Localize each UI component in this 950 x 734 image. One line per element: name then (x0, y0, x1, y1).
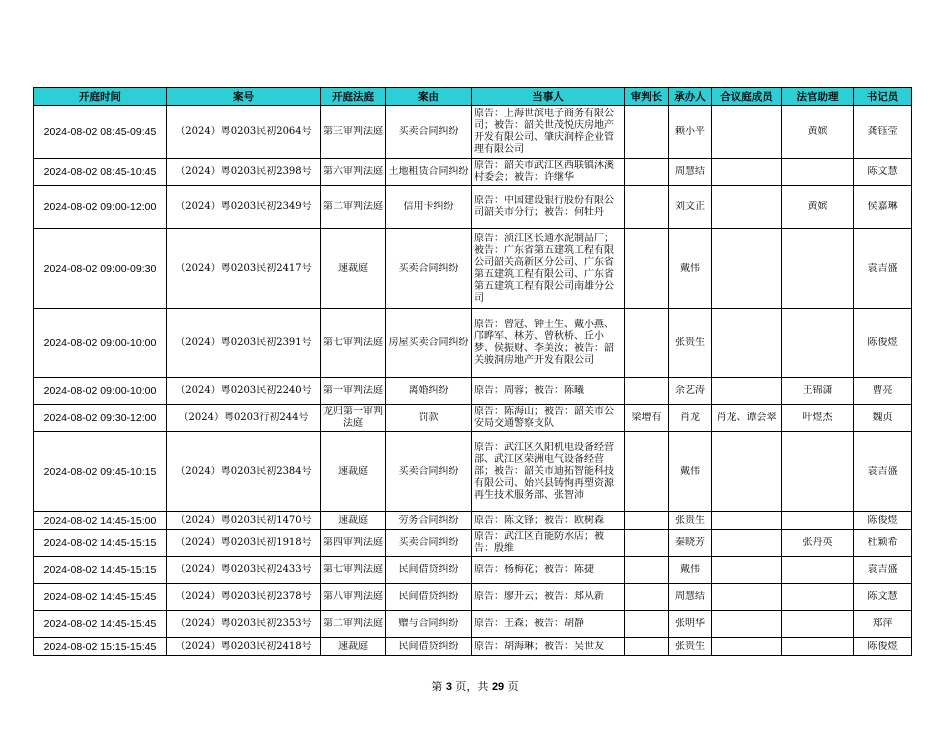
cell-handler (669, 557, 712, 584)
header-presiding-judge: 审判长 (625, 88, 669, 106)
case-number-text: （2024）粤0203民初2398号 (175, 166, 312, 177)
time-text: 2024-08-02 09:00-10:00 (43, 337, 157, 349)
table-row (34, 405, 912, 432)
handler-text: 秦晓芳 (675, 537, 705, 548)
time-text: 2024-08-02 09:00-10:00 (43, 385, 157, 397)
cell-judge-assistant (782, 309, 854, 378)
cell-parties (472, 611, 625, 638)
case-number-text: （2024）粤0203民初1918号 (175, 537, 312, 548)
cell-parties (472, 159, 625, 186)
court-text: 速裁庭 (338, 465, 368, 477)
table-row (34, 512, 912, 530)
cause-text: 民间借贷纠纷 (398, 564, 459, 575)
cell-case-number (167, 557, 321, 584)
header-panel-members: 合议庭成员 (712, 88, 782, 106)
cell-judge-assistant (782, 611, 854, 638)
cell-judge-assistant (782, 159, 854, 186)
cell-court (321, 405, 386, 432)
cause-text: 买卖合同纠纷 (398, 126, 459, 137)
handler-text: 刘文正 (675, 201, 705, 212)
cell-clerk (854, 611, 912, 638)
clerk-text: 曹亮 (872, 385, 893, 396)
table-row (34, 432, 912, 512)
header-row (34, 88, 912, 106)
cell-court (321, 584, 386, 611)
case-number-text: （2024）粤0203行初244号 (178, 412, 309, 423)
header-judge-assistant: 法官助理 (782, 88, 854, 106)
cause-text: 土地租赁合同纠纷 (388, 166, 469, 177)
clerk-text: 郑萍 (872, 618, 893, 629)
time-text: 2024-08-02 14:45-15:00 (43, 514, 157, 527)
court-text: 速裁庭 (338, 262, 368, 274)
cell-court (321, 611, 386, 638)
cell-time (34, 309, 167, 378)
cell-cause (386, 557, 472, 584)
cell-presiding-judge (625, 159, 669, 186)
court-text: 速裁庭 (338, 514, 368, 526)
judge-assistant-text: 黄嫔 (807, 126, 828, 137)
cell-court (321, 229, 386, 309)
cause-text: 罚款 (418, 412, 439, 423)
cell-presiding-judge (625, 309, 669, 378)
parties-text: 原告：周蓉；被告：陈曦 (474, 385, 584, 396)
clerk-text: 侯嘉琳 (867, 201, 898, 212)
parties-text: 原告：胡海琳；被告：吴世友 (474, 640, 604, 652)
parties-text: 原告：杨梅花；被告：陈捷 (474, 564, 594, 575)
time-text: 2024-08-02 08:45-10:45 (43, 166, 157, 178)
cell-court (321, 159, 386, 186)
cell-parties (472, 584, 625, 611)
case-number-text: （2024）粤0203民初2240号 (175, 385, 312, 396)
cell-cause (386, 159, 472, 186)
cell-clerk (854, 159, 912, 186)
table-row (34, 638, 912, 656)
cell-case-number (167, 229, 321, 309)
case-number-text: （2024）粤0203民初2433号 (175, 564, 312, 575)
cell-judge-assistant (782, 405, 854, 432)
cell-clerk (854, 432, 912, 512)
cell-clerk (854, 638, 912, 656)
clerk-text: 陈俊煜 (867, 640, 898, 652)
parties-text: 原告：廖开云；被告：郑从新 (474, 591, 604, 602)
table-row (34, 530, 912, 557)
handler-text: 戴伟 (680, 465, 700, 477)
cause-text: 买卖合同纠纷 (398, 537, 459, 548)
cell-clerk (854, 378, 912, 405)
cause-text: 买卖合同纠纷 (398, 262, 459, 274)
cell-case-number (167, 530, 321, 557)
cell-presiding-judge (625, 432, 669, 512)
handler-text: 余艺涛 (675, 385, 705, 396)
cell-judge-assistant (782, 584, 854, 611)
header-time: 开庭时间 (34, 88, 167, 106)
clerk-text: 陈俊煜 (867, 337, 898, 348)
cell-judge-assistant (782, 638, 854, 656)
case-number-text: （2024）粤0203民初2353号 (175, 618, 312, 629)
table-row (34, 106, 912, 159)
time-text: 2024-08-02 14:45-15:45 (43, 591, 157, 603)
cell-handler (669, 638, 712, 656)
judge-assistant-text: 叶煜杰 (802, 412, 833, 423)
time-text: 2024-08-02 14:45-15:45 (43, 618, 157, 630)
court-text: 第四审判法庭 (323, 537, 383, 548)
cell-parties (472, 106, 625, 159)
cell-cause (386, 584, 472, 611)
panel-members-text: 肖龙、谭会翠 (716, 412, 777, 423)
cell-clerk (854, 584, 912, 611)
cell-court (321, 378, 386, 405)
case-number-text: （2024）粤0203民初1470号 (175, 514, 312, 526)
cell-case-number (167, 584, 321, 611)
cell-panel-members (712, 159, 782, 186)
parties-text: 原告：曾冠、钟土生、戴小燕、邝晔军、林芳、曾秋桥、丘小梦、侯振财、李美汝；被告：韶关骏洞房地产开发有限公司 (474, 319, 614, 366)
parties-text: 原告：浈江区长通水泥制品厂；被告：广东省第五建筑工程有限公司韶关高新区分公司、广东省第五建筑工程有限公司、广东省第五建筑工程有限公司南雄分公司 (474, 232, 614, 304)
cell-parties (472, 512, 625, 530)
cell-time (34, 378, 167, 405)
time-text: 2024-08-02 09:00-12:00 (43, 201, 157, 213)
cell-presiding-judge (625, 186, 669, 229)
cell-case-number (167, 611, 321, 638)
case-number-text: （2024）粤0203民初2418号 (175, 640, 312, 652)
cell-handler (669, 432, 712, 512)
cell-time (34, 405, 167, 432)
cell-handler (669, 229, 712, 309)
cell-handler (669, 106, 712, 159)
judge-assistant-text: 王锦潇 (802, 385, 833, 396)
header-court: 开庭法庭 (321, 88, 386, 106)
time-text: 2024-08-02 09:30-12:00 (43, 412, 157, 424)
cause-text: 赠与合同纠纷 (398, 618, 459, 629)
clerk-text: 陈文慧 (867, 591, 898, 602)
table-row (34, 159, 912, 186)
cell-panel-members (712, 106, 782, 159)
time-text: 2024-08-02 09:45-10:15 (43, 465, 157, 478)
cell-parties (472, 638, 625, 656)
cell-case-number (167, 159, 321, 186)
cell-judge-assistant (782, 186, 854, 229)
cell-case-number (167, 405, 321, 432)
cell-judge-assistant (782, 432, 854, 512)
cell-clerk (854, 405, 912, 432)
cell-handler (669, 309, 712, 378)
cell-court (321, 186, 386, 229)
page-number: 3 (445, 681, 452, 693)
cell-clerk (854, 229, 912, 309)
cell-case-number (167, 309, 321, 378)
case-number-text: （2024）粤0203民初2349号 (175, 201, 312, 212)
cell-parties (472, 530, 625, 557)
handler-text: 周慧结 (675, 591, 705, 602)
cell-parties (472, 405, 625, 432)
cell-case-number (167, 186, 321, 229)
handler-text: 周慧结 (675, 166, 705, 177)
case-number-text: （2024）粤0203民初2064号 (175, 126, 312, 137)
clerk-text: 袁吉盛 (867, 465, 898, 477)
cell-panel-members (712, 557, 782, 584)
cell-cause (386, 530, 472, 557)
cell-handler (669, 512, 712, 530)
clerk-text: 袁吉盛 (867, 262, 898, 274)
cell-panel-members (712, 638, 782, 656)
cell-case-number (167, 378, 321, 405)
time-text: 2024-08-02 14:45-15:15 (43, 564, 157, 576)
table-row (34, 557, 912, 584)
cell-time (34, 584, 167, 611)
cell-handler (669, 530, 712, 557)
cell-presiding-judge (625, 638, 669, 656)
court-text: 第八审判法庭 (323, 591, 383, 602)
table-row (34, 378, 912, 405)
cell-parties (472, 432, 625, 512)
cell-presiding-judge (625, 229, 669, 309)
cell-clerk (854, 309, 912, 378)
case-number-text: （2024）粤0203民初2378号 (175, 591, 312, 602)
cell-cause (386, 405, 472, 432)
handler-text: 张贵生 (675, 337, 705, 348)
page-total: 29 (491, 681, 505, 693)
parties-text: 原告：韶关市武江区西联镇沐溪村委会；被告：许继华 (474, 160, 614, 183)
table-row (34, 611, 912, 638)
header-parties: 当事人 (472, 88, 625, 106)
table-row (34, 584, 912, 611)
cell-panel-members (712, 186, 782, 229)
judge-assistant-text: 张丹英 (802, 537, 833, 548)
header-handler: 承办人 (669, 88, 712, 106)
cell-presiding-judge (625, 530, 669, 557)
case-number-text: （2024）粤0203民初2417号 (175, 262, 312, 274)
clerk-text: 魏贞 (872, 412, 893, 423)
cause-text: 买卖合同纠纷 (398, 465, 459, 477)
table-row (34, 309, 912, 378)
cell-cause (386, 309, 472, 378)
cell-time (34, 106, 167, 159)
cause-text: 信用卡纠纷 (403, 201, 454, 212)
court-text: 第七审判法庭 (323, 337, 383, 348)
cell-clerk (854, 106, 912, 159)
handler-text: 戴伟 (680, 262, 700, 274)
court-text: 第七审判法庭 (323, 564, 383, 575)
time-text: 2024-08-02 09:00-09:30 (43, 262, 157, 275)
cell-cause (386, 512, 472, 530)
cell-panel-members (712, 584, 782, 611)
parties-text: 原告：中国建设银行股份有限公司韶关市分行；被告：何牡丹 (474, 195, 614, 218)
court-text: 第二审判法庭 (323, 618, 383, 629)
court-text: 龙归第一审判法庭 (323, 406, 383, 429)
presiding-judge-text: 梁增有 (631, 412, 662, 423)
cell-cause (386, 432, 472, 512)
cell-time (34, 512, 167, 530)
case-number-text: （2024）粤0203民初2384号 (175, 465, 312, 477)
case-number-text: （2024）粤0203民初2391号 (175, 337, 312, 348)
cell-handler (669, 378, 712, 405)
parties-text: 原告：陈文锋；被告：欧树森 (474, 514, 604, 526)
cell-presiding-judge (625, 106, 669, 159)
cell-cause (386, 378, 472, 405)
cell-presiding-judge (625, 611, 669, 638)
handler-text: 肖龙 (680, 412, 700, 423)
cell-panel-members (712, 530, 782, 557)
cell-cause (386, 186, 472, 229)
clerk-text: 杜颖希 (867, 537, 898, 548)
court-text: 第三审判法庭 (323, 126, 383, 137)
cell-court (321, 309, 386, 378)
cell-court (321, 106, 386, 159)
cell-handler (669, 611, 712, 638)
cause-text: 民间借贷纠纷 (398, 591, 459, 602)
cell-court (321, 638, 386, 656)
cell-parties (472, 378, 625, 405)
cell-time (34, 611, 167, 638)
court-text: 第一审判法庭 (323, 385, 383, 396)
parties-text: 原告：王森；被告：胡静 (474, 618, 584, 629)
cell-panel-members (712, 309, 782, 378)
header-cause: 案由 (386, 88, 472, 106)
cell-cause (386, 611, 472, 638)
cell-time (34, 530, 167, 557)
cause-text: 离婚纠纷 (408, 385, 449, 396)
cell-clerk (854, 512, 912, 530)
clerk-text: 龚钰莹 (867, 126, 898, 137)
judge-assistant-text: 黄嫔 (807, 201, 828, 212)
cell-court (321, 512, 386, 530)
cell-court (321, 432, 386, 512)
parties-text: 原告：上海世滨电子商务有限公司；被告：韶关世茂悦庆房地产开发有限公司、肇庆润梓企业管理有限公司 (474, 108, 614, 155)
header-case-number: 案号 (167, 88, 321, 106)
cell-cause (386, 106, 472, 159)
cell-judge-assistant (782, 557, 854, 584)
table-row (34, 186, 912, 229)
cell-case-number (167, 638, 321, 656)
cell-handler (669, 584, 712, 611)
cell-panel-members (712, 512, 782, 530)
cell-presiding-judge (625, 584, 669, 611)
cause-text: 房屋买卖合同纠纷 (388, 337, 469, 348)
handler-text: 戴伟 (680, 564, 700, 575)
cell-case-number (167, 106, 321, 159)
cell-handler (669, 405, 712, 432)
cell-time (34, 229, 167, 309)
cause-text: 劳务合同纠纷 (398, 514, 459, 526)
court-text: 第六审判法庭 (323, 166, 383, 177)
table-row (34, 229, 912, 309)
cell-clerk (854, 186, 912, 229)
clerk-text: 袁吉盛 (867, 564, 898, 575)
cell-clerk (854, 530, 912, 557)
time-text: 2024-08-02 14:45-15:15 (43, 537, 157, 549)
court-text: 第二审判法庭 (323, 201, 383, 212)
cell-presiding-judge (625, 405, 669, 432)
hearing-schedule-table (33, 87, 912, 656)
time-text: 2024-08-02 15:15-15:45 (43, 640, 157, 653)
cell-time (34, 638, 167, 656)
cell-parties (472, 309, 625, 378)
cell-presiding-judge (625, 378, 669, 405)
cause-text: 民间借贷纠纷 (398, 640, 459, 652)
cell-panel-members (712, 229, 782, 309)
cell-case-number (167, 432, 321, 512)
parties-text: 原告：武江区百能防水店；被告：殷维 (474, 531, 604, 554)
cell-case-number (167, 512, 321, 530)
clerk-text: 陈俊煜 (867, 514, 898, 526)
cell-judge-assistant (782, 106, 854, 159)
cell-panel-members (712, 432, 782, 512)
cell-panel-members (712, 405, 782, 432)
cell-judge-assistant (782, 229, 854, 309)
cell-handler (669, 186, 712, 229)
cell-cause (386, 638, 472, 656)
handler-text: 张贵生 (675, 640, 705, 652)
cell-time (34, 159, 167, 186)
handler-text: 张贵生 (675, 514, 705, 526)
cell-time (34, 557, 167, 584)
cell-panel-members (712, 378, 782, 405)
cell-judge-assistant (782, 530, 854, 557)
cell-court (321, 557, 386, 584)
cell-time (34, 432, 167, 512)
parties-text: 原告：武江区久阳机电设备经营部、武江区荣洲电气设备经营部；被告：韶关市迪拓智能科技有限公司、始兴县铸恂再塑资源再生技术服务部、张智沛 (474, 441, 614, 501)
cell-cause (386, 229, 472, 309)
cell-panel-members (712, 611, 782, 638)
cell-parties (472, 557, 625, 584)
cell-presiding-judge (625, 557, 669, 584)
cell-judge-assistant (782, 378, 854, 405)
cell-parties (472, 229, 625, 309)
cell-handler (669, 159, 712, 186)
handler-text: 张明华 (675, 618, 705, 629)
header-clerk: 书记员 (854, 88, 912, 106)
cell-court (321, 530, 386, 557)
court-text: 速裁庭 (338, 640, 368, 652)
parties-text: 原告：陈海山；被告：韶关市公安局交通警察支队 (474, 406, 614, 429)
cell-judge-assistant (782, 512, 854, 530)
cell-time (34, 186, 167, 229)
page-footer: 第 3 页，共 29 页 (431, 680, 519, 693)
cell-parties (472, 186, 625, 229)
cell-presiding-judge (625, 512, 669, 530)
handler-text: 赖小平 (675, 126, 705, 137)
time-text: 2024-08-02 08:45-09:45 (43, 126, 157, 138)
clerk-text: 陈文慧 (867, 166, 898, 177)
cell-clerk (854, 557, 912, 584)
